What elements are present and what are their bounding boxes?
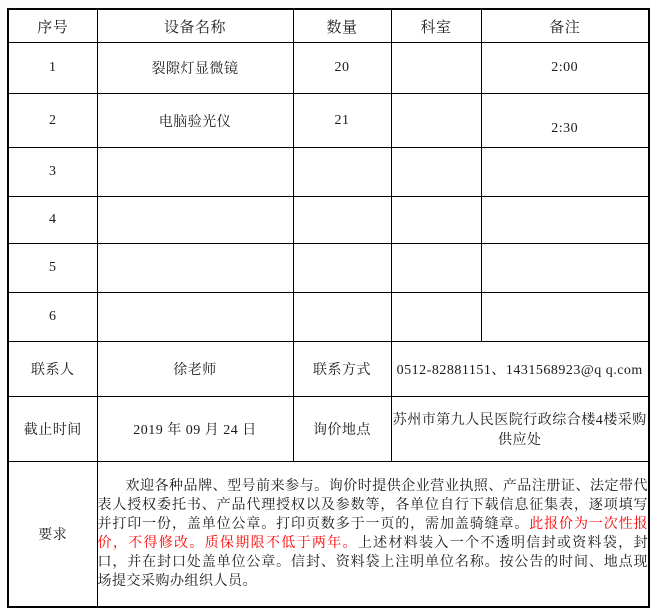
row6-quantity-cell <box>293 293 391 342</box>
table-header-row <box>8 9 649 43</box>
row2-remark-cell <box>481 94 649 148</box>
header-remark: 备注 <box>481 9 649 43</box>
row6-device-cell <box>97 293 293 342</box>
deadline-date: 2019 年 09 月 24 日 <box>97 397 293 462</box>
deadline-label: 截止时间 <box>8 397 97 462</box>
deadline-row <box>8 397 649 462</box>
contact-method-value: 0512-82881151、1431568923@q q.com <box>391 342 649 397</box>
row3-remark-cell <box>481 148 649 197</box>
row1-serial-cell: 1 <box>8 43 97 94</box>
requirements-text-cell <box>97 462 649 608</box>
requirements-text-red-highlight: 此报价为一次性报价，不得修改。质保期限不低于两年。 <box>97 517 649 551</box>
contact-label: 联系人 <box>8 342 97 397</box>
row6-remark-cell <box>481 293 649 342</box>
row5-remark-cell <box>481 244 649 293</box>
row4-serial-cell: 4 <box>8 197 97 244</box>
row5-department-cell <box>391 244 481 293</box>
row5-quantity-cell <box>293 244 391 293</box>
row1-device-cell: 裂隙灯显微镜 <box>97 43 293 94</box>
row2-serial-cell: 2 <box>8 94 97 148</box>
header-serial: 序号 <box>8 9 97 43</box>
contact-name: 徐老师 <box>97 342 293 397</box>
table-row <box>8 43 649 94</box>
row2-quantity-cell: 21 <box>293 94 391 148</box>
row6-department-cell <box>391 293 481 342</box>
requirements-paragraph <box>98 477 649 591</box>
row2-department-cell <box>391 94 481 148</box>
table-row <box>8 148 649 197</box>
row1-remark-cell: 2:00 <box>481 43 649 94</box>
row3-department-cell <box>391 148 481 197</box>
row4-remark-cell <box>481 197 649 244</box>
row1-department-cell <box>391 43 481 94</box>
header-department: 科室 <box>391 9 481 43</box>
row4-department-cell <box>391 197 481 244</box>
table-row <box>8 293 649 342</box>
header-quantity: 数量 <box>293 9 391 43</box>
row4-quantity-cell <box>293 197 391 244</box>
inquiry-place-value: 苏州市第九人民医院行政综合楼4楼采购供应处 <box>391 397 649 462</box>
requirements-label: 要求 <box>8 462 97 608</box>
row3-quantity-cell <box>293 148 391 197</box>
row5-serial-cell: 5 <box>8 244 97 293</box>
procurement-table <box>7 8 650 608</box>
header-device: 设备名称 <box>97 9 293 43</box>
requirements-text-part1: 欢迎各种品牌、型号前来参与。询价时提供企业营业执照、产品注册证、法定带代表人授权委托书、产品代理授权以及参数等，各单位自行下载信息征集表，逐项填写并打印一份，盖单位公章。打印页数多于一页的，需加盖骑缝章。 <box>97 479 648 532</box>
row3-device-cell <box>97 148 293 197</box>
contact-method-label: 联系方式 <box>293 342 391 397</box>
requirements-row <box>8 462 649 608</box>
table-row <box>8 244 649 293</box>
row2-device-cell: 电脑验光仪 <box>97 94 293 148</box>
row4-device-cell <box>97 197 293 244</box>
table-row <box>8 94 649 148</box>
inquiry-place-label: 询价地点 <box>293 397 391 462</box>
contact-row <box>8 342 649 397</box>
row5-device-cell <box>97 244 293 293</box>
row1-quantity-cell: 20 <box>293 43 391 94</box>
row6-serial-cell: 6 <box>8 293 97 342</box>
row3-serial-cell: 3 <box>8 148 97 197</box>
row2-remark-value: 2:30 <box>551 120 579 136</box>
table-row <box>8 197 649 244</box>
requirements-text-part2: 上述材料装入一个不透明信封或资料袋，封口，并在封口处盖单位公章。信封、资料袋上注明单位名称。按公告的时间、地点现场提交采购办组织人员。 <box>97 536 648 589</box>
